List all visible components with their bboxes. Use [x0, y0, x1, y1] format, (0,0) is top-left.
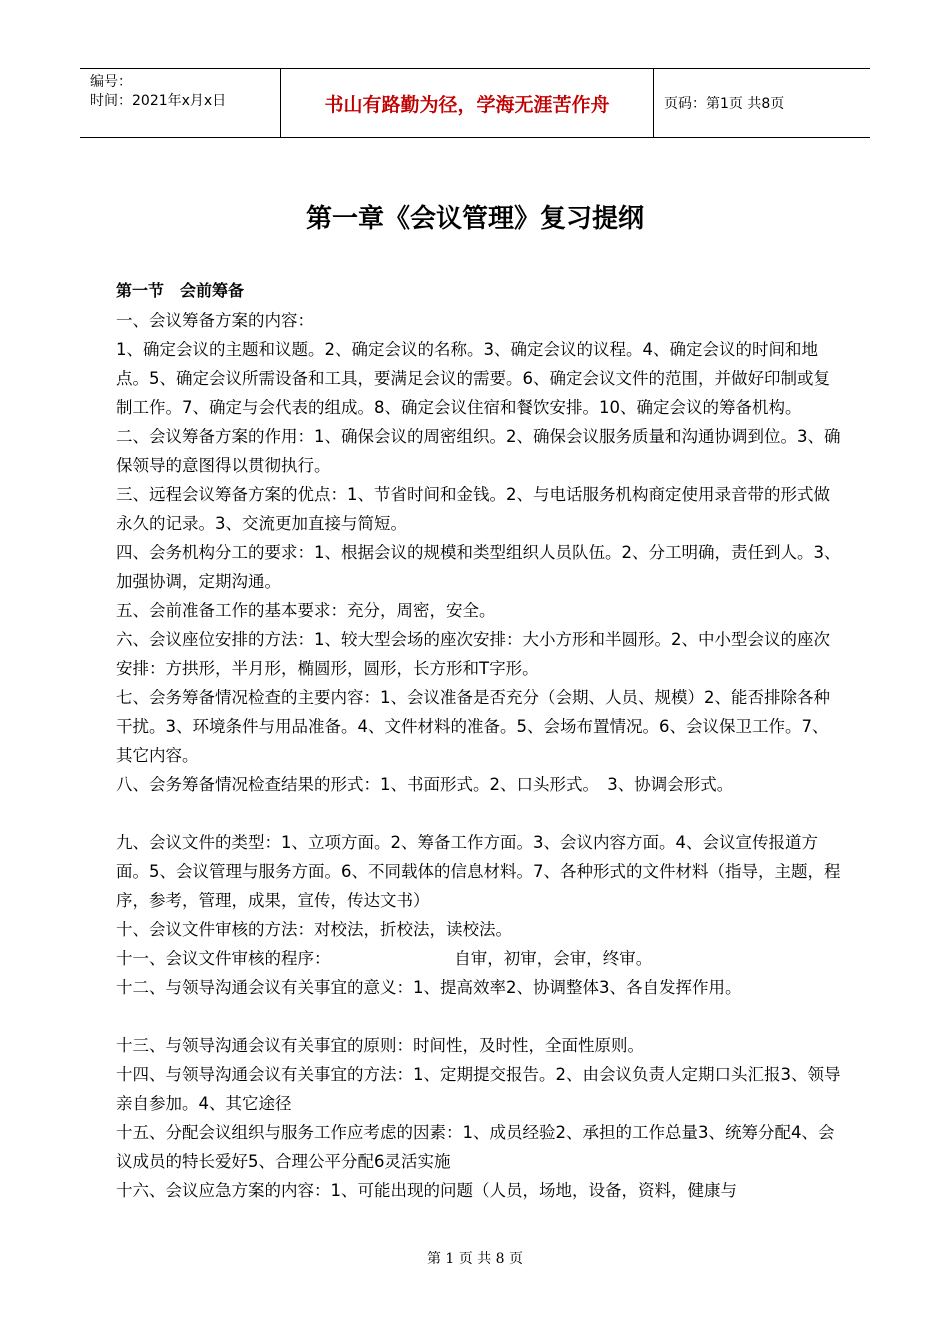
- paragraph: 二、会议筹备方案的作用：1、确保会议的周密组织。2、确保会议服务质量和沟通协调到位。3、确保领导的意图得以贯彻执行。: [116, 427, 841, 475]
- header-left-cell: [80, 69, 280, 137]
- blank-line: [116, 1002, 844, 1031]
- document-title: 第一章《会议管理》复习提纲: [305, 204, 644, 234]
- document-body: [116, 280, 844, 1205]
- paragraph: 十一、会议文件审核的程序： 自审，初审，会审，终审。: [116, 949, 653, 968]
- paragraph-list: [116, 306, 844, 1205]
- paragraph: 一、会议筹备方案的内容：: [116, 311, 314, 330]
- paragraph: 十三、与领导沟通会议有关事宜的原则：时间性，及时性，全面性原则。: [116, 1036, 644, 1055]
- paragraph: 五、会前准备工作的基本要求：充分，周密，安全。: [116, 601, 496, 620]
- document-number-label: 编号：: [90, 74, 132, 90]
- header-table: [80, 68, 870, 138]
- page-footer: 第 1 页 共 8 页: [426, 1251, 524, 1267]
- document-date-label: 时间：2021年x月x日: [90, 93, 227, 109]
- paragraph: 四、会务机构分工的要求：1、根据会议的规模和类型组织人员队伍。2、分工明确，责任到人。3、加强协调，定期沟通。: [116, 543, 841, 591]
- paragraph: 十、会议文件审核的方法：对校法，折校法，读校法。: [116, 920, 512, 939]
- paragraph: 三、远程会议筹备方案的优点：1、节省时间和金钱。2、与电话服务机构商定使用录音带的形式做永久的记录。3、交流更加直接与简短。: [116, 485, 830, 533]
- section-title: 第一节 会前筹备: [116, 281, 245, 300]
- paragraph: 十二、与领导沟通会议有关事宜的意义：1、提高效率2、协调整体3、各自发挥作用。: [116, 978, 742, 997]
- paragraph: 十四、与领导沟通会议有关事宜的方法：1、定期提交报告。2、由会议负责人定期口头汇报3、领导亲自参加。4、其它途径: [116, 1065, 841, 1113]
- paragraph: 1、确定会议的主题和议题。2、确定会议的名称。3、确定会议的议程。4、确定会议的时间和地点。5、确定会议所需设备和工具，要满足会议的需要。6、确定会议文件的范围，并做好印制或复制工作。7、确定与会代表的组成。8、确定会议住宿和餐饮安排。10、确定会议的筹备机构。: [116, 340, 830, 417]
- header-motto: 书山有路勤为径，学海无涯苦作舟: [280, 69, 654, 137]
- paragraph: 七、会务筹备情况检查的主要内容：1、会议准备是否充分（会期、人员、规模）2、能否排除各种干扰。3、环境条件与用品准备。4、文件材料的准备。5、会场布置情况。6、会议保卫工作。7、其它内容。: [116, 688, 830, 765]
- paragraph: 九、会议文件的类型：1、立项方面。2、筹备工作方面。3、会议内容方面。4、会议宣传报道方面。5、会议管理与服务方面。6、不同载体的信息材料。7、各种形式的文件材料（指导，主题，程序，参考，管理，成果，宣传，传达文书）: [116, 833, 841, 910]
- paragraph: 十五、分配会议组织与服务工作应考虑的因素：1、成员经验2、承担的工作总量3、统筹分配4、会议成员的特长爱好5、合理公平分配6灵活实施: [116, 1123, 835, 1171]
- paragraph: 十六、会议应急方案的内容：1、可能出现的问题（人员，场地，设备，资料，健康与: [116, 1181, 737, 1200]
- paragraph: 八、会务筹备情况检查结果的形式：1、书面形式。2、口头形式。 3、协调会形式。: [116, 775, 734, 794]
- paragraph: 六、会议座位安排的方法：1、较大型会场的座次安排：大小方形和半圆形。2、中小型会议的座次安排：方拱形，半月形，椭圆形，圆形，长方形和T字形。: [116, 630, 830, 678]
- blank-line: [116, 799, 844, 828]
- header-page-info: 页码：第1页 共8页: [664, 96, 785, 112]
